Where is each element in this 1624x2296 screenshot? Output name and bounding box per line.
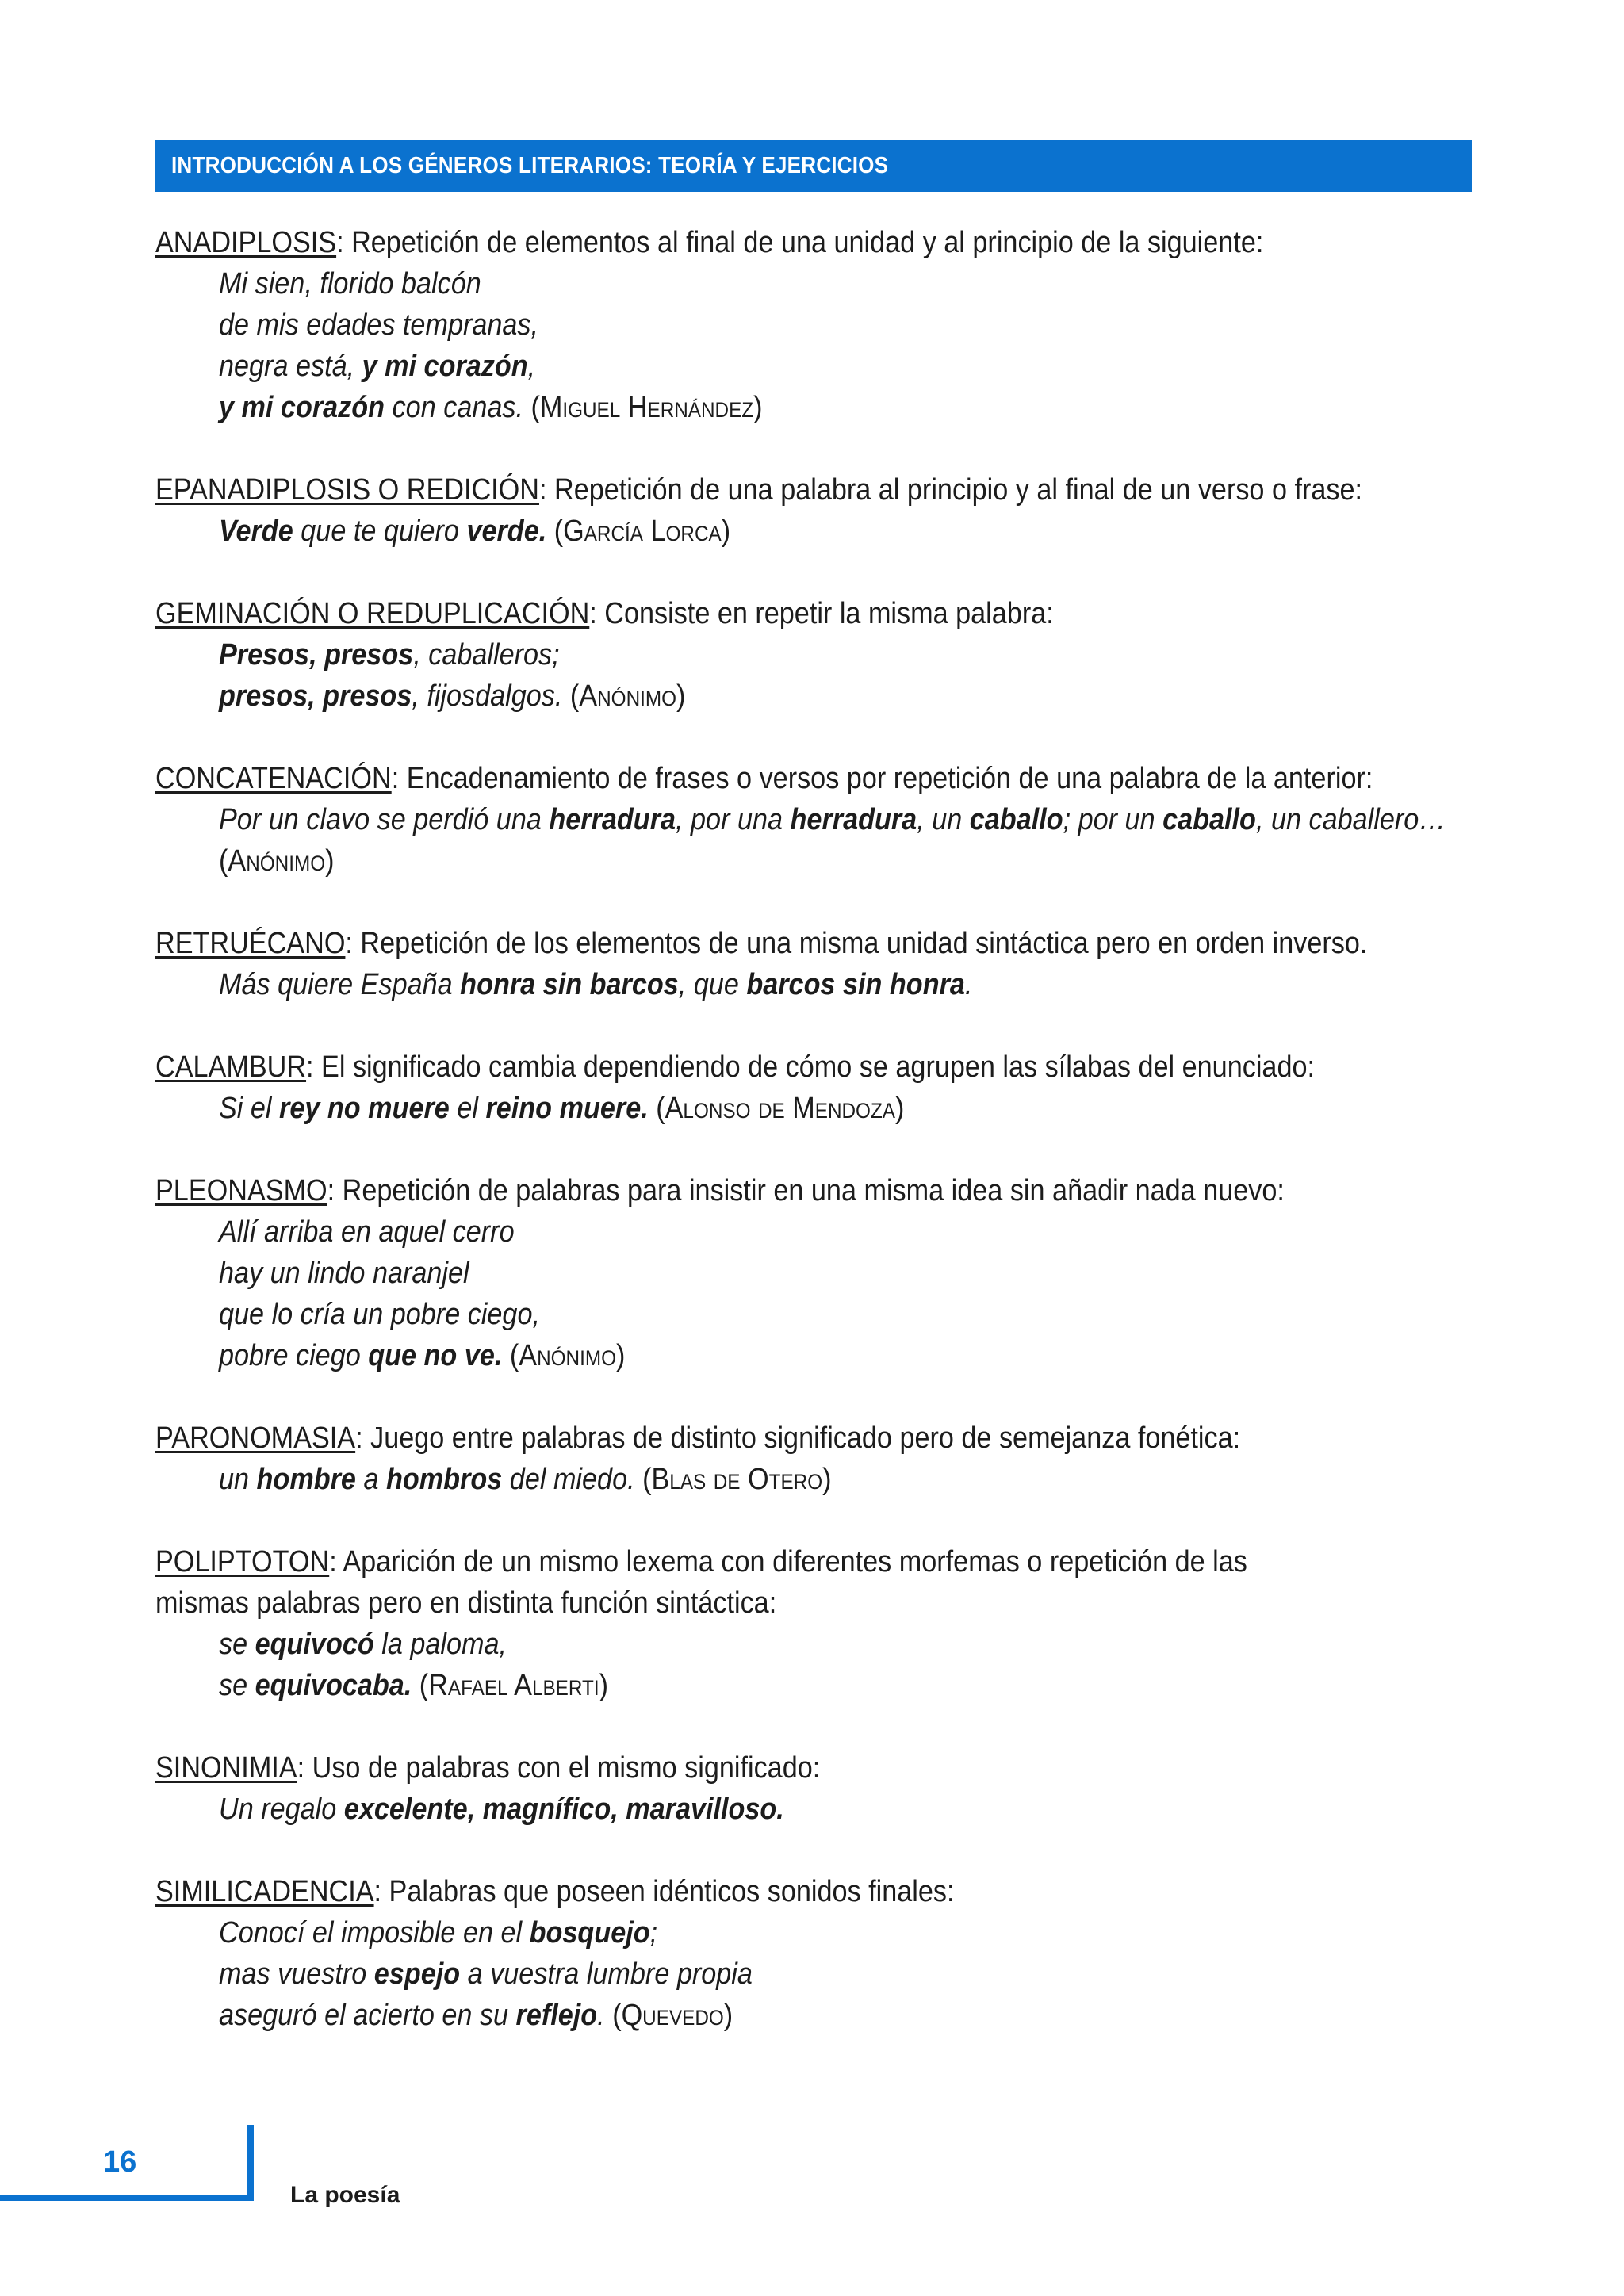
entry-definition: : El significado cambia dependiendo de cómo se agrupen las sílabas del enunciado: [306,1050,1315,1084]
entry-term: EPANADIPLOSIS O REDICIÓN [155,473,539,507]
example-verse [219,387,1346,428]
example-verse [219,511,1346,552]
example-text: del miedo. [502,1463,635,1496]
header-title: INTRODUCCIÓN A LOS GÉNEROS LITERARIOS: TEORÍA Y EJERCICIOS [171,152,889,178]
example-emphasis: hombros [385,1463,503,1496]
glossary-entry [155,1047,1472,1129]
example-emphasis: hombre [256,1463,356,1496]
glossary-entry [155,469,1472,552]
example-text: la paloma, [373,1628,508,1661]
entry-example [155,1459,1472,1500]
example-emphasis: reino muere. [485,1092,649,1125]
entry-example [155,799,1472,882]
footer-horizontal-rule [0,2195,254,2201]
example-verse [219,1954,1346,1995]
example-emphasis: presos, presos [219,679,412,713]
glossary-entry [155,923,1472,1005]
entry-term: CALAMBUR [155,1050,307,1084]
example-verse [219,1088,1346,1129]
example-emphasis: barcos sin honra [746,968,965,1001]
example-text: Si el [219,1092,280,1125]
example-verse [219,1294,1346,1335]
entry-definition-line [155,469,1363,511]
page-number: 16 [103,2145,137,2179]
example-text: Más quiere España [219,968,461,1001]
entry-definition: : Repetición de los elementos de una misma unidad sintáctica pero en orden inverso. [345,927,1368,960]
entry-term: RETRUÉCANO [155,927,346,960]
entry-definition: : Consiste en repetir la misma palabra: [589,597,1054,630]
example-author: (Rafael Alberti) [412,1669,608,1702]
example-verse [219,346,1346,387]
entry-example [155,1088,1472,1129]
example-emphasis: rey no muere [279,1092,450,1125]
entry-definition-line [155,1170,1340,1211]
glossary-entry [155,1418,1472,1500]
example-text: aseguró el acierto en su [219,1999,516,2032]
example-emphasis: caballo [1162,803,1256,836]
example-text: un [219,1463,257,1496]
example-verse [219,1624,1346,1665]
entry-definition-line [155,593,1340,634]
example-emphasis: Presos, presos [219,638,414,672]
example-author: (Anónimo) [502,1339,626,1372]
example-verse [219,634,1346,675]
example-text: pobre ciego [219,1339,369,1372]
entry-example [155,1912,1472,2036]
example-author: (Anónimo) [219,844,335,878]
example-text: a [355,1463,386,1496]
example-text: , que [678,968,747,1001]
example-text: hay un lindo naranjel [219,1257,469,1290]
example-verse [219,675,1346,717]
example-verse [219,1253,1346,1294]
example-emphasis: equivocaba. [255,1669,412,1702]
example-verse [219,840,1346,882]
example-text: que te quiero [293,515,467,548]
example-verse [219,263,1346,304]
example-verse [219,1789,1346,1830]
glossary-entry [155,222,1472,428]
example-emphasis: honra sin barcos [460,968,679,1001]
example-text: , [527,350,536,383]
example-text: ; [649,1916,658,1950]
example-verse [219,304,1346,346]
example-text: Por un clavo se perdió una [219,803,550,836]
entry-term: SINONIMIA [155,1751,297,1785]
entry-definition-line [155,1047,1340,1088]
entry-definition-line [155,1747,1340,1789]
example-emphasis: y mi corazón [219,391,385,424]
footer-vertical-rule [247,2125,254,2201]
example-verse [219,1665,1346,1706]
entry-definition: : Repetición de una palabra al principio y al final de un verso o frase: [538,473,1363,507]
glossary-entry [155,1541,1472,1706]
example-text: el [449,1092,486,1125]
example-text: ; por un [1063,803,1163,836]
entry-definition-line [155,1541,1340,1624]
example-verse [219,1211,1346,1253]
entry-example [155,263,1472,428]
example-text: , un caballero… [1255,803,1446,836]
entry-definition: : Aparición de un mismo lexema con diferentes morfemas o repetición de las mismas palabras pero en distinta función sintáctica: [155,1545,1247,1620]
example-text: de mis edades tempranas, [219,308,539,342]
entry-example [155,1789,1472,1830]
section-name: La poesía [290,2182,400,2208]
entry-example [155,511,1472,552]
glossary-entry [155,593,1472,717]
example-verse [219,1335,1346,1376]
entry-definition-line [155,1418,1340,1459]
example-emphasis: bosquejo [529,1916,650,1950]
example-emphasis: que no ve. [368,1339,503,1372]
example-emphasis: reflejo [515,1999,598,2032]
example-text: Un regalo [219,1793,344,1826]
entry-term: GEMINACIÓN O REDUPLICACIÓN [155,597,590,630]
example-text: Mi sien, florido balcón [219,267,481,300]
example-text: . [964,968,973,1001]
example-text: mas vuestro [219,1957,374,1991]
example-emphasis: espejo [373,1957,461,1991]
example-text: se [219,1669,255,1702]
example-verse [219,799,1446,840]
example-text: se [219,1628,255,1661]
entry-example [155,964,1472,1005]
entry-example [155,1211,1472,1376]
entry-term: CONCATENACIÓN [155,762,392,795]
header-bar [155,140,1472,192]
example-author: (Miguel Hernández) [523,391,763,424]
entry-definition: : Juego entre palabras de distinto significado pero de semejanza fonética: [355,1422,1241,1455]
entry-definition: : Palabras que poseen idénticos sonidos finales: [373,1875,955,1908]
example-text: Allí arriba en aquel cerro [219,1215,515,1249]
example-author: (García Lorca) [546,515,731,548]
example-text: , un [917,803,970,836]
glossary-entry [155,1747,1472,1830]
main-content [155,222,1472,2077]
example-emphasis: herradura [790,803,917,836]
example-emphasis: Verde [219,515,293,548]
example-verse [219,1995,1346,2036]
example-author: (Anónimo) [562,679,686,713]
entry-definition: : Uso de palabras con el mismo significado: [297,1751,821,1785]
example-emphasis: herradura [549,803,676,836]
example-text: , por una [676,803,791,836]
example-author: (Alonso de Mendoza) [648,1092,905,1125]
entry-definition-line [155,222,1340,263]
example-author: (Quevedo) [604,1999,733,2032]
glossary-entry [155,1170,1472,1376]
example-emphasis: caballo [969,803,1063,836]
entry-definition-line [155,1871,1340,1912]
glossary-entry [155,1871,1472,2036]
example-text: Conocí el imposible en el [219,1916,530,1950]
entry-term: PARONOMASIA [155,1422,356,1455]
entry-definition: : Encadenamiento de frases o versos por repetición de una palabra de la anterior: [391,762,1373,795]
example-text: negra está, [219,350,362,383]
example-text: que lo cría un pobre ciego, [219,1298,540,1331]
example-text: . [597,1999,605,2032]
entry-term: SIMILICADENCIA [155,1875,374,1908]
example-emphasis: excelente, magnífico, maravilloso. [343,1793,784,1826]
entry-definition-line [155,758,1373,799]
entry-definition: : Repetición de palabras para insistir en una misma idea sin añadir nada nuevo: [327,1174,1285,1207]
entry-definition-line [155,923,1368,964]
example-emphasis: verde. [466,515,547,548]
example-emphasis: y mi corazón [362,350,528,383]
example-verse [219,1912,1346,1954]
example-text: con canas. [385,391,523,424]
example-text: a vuestra lumbre propia [460,1957,753,1991]
entry-term: PLEONASMO [155,1174,327,1207]
entry-example [155,634,1472,717]
example-author: (Blas de Otero) [634,1463,832,1496]
entry-example [155,1624,1472,1706]
example-text: , caballeros; [413,638,560,672]
example-verse [219,964,1346,1005]
example-emphasis: equivocó [255,1628,374,1661]
glossary-entry [155,758,1472,882]
example-text: , fijosdalgos. [412,679,563,713]
entry-term: POLIPTOTON [155,1545,330,1578]
example-verse [219,1459,1346,1500]
entry-definition: : Repetición de elementos al final de una unidad y al principio de la siguiente: [336,226,1264,259]
entry-term: ANADIPLOSIS [155,226,337,259]
